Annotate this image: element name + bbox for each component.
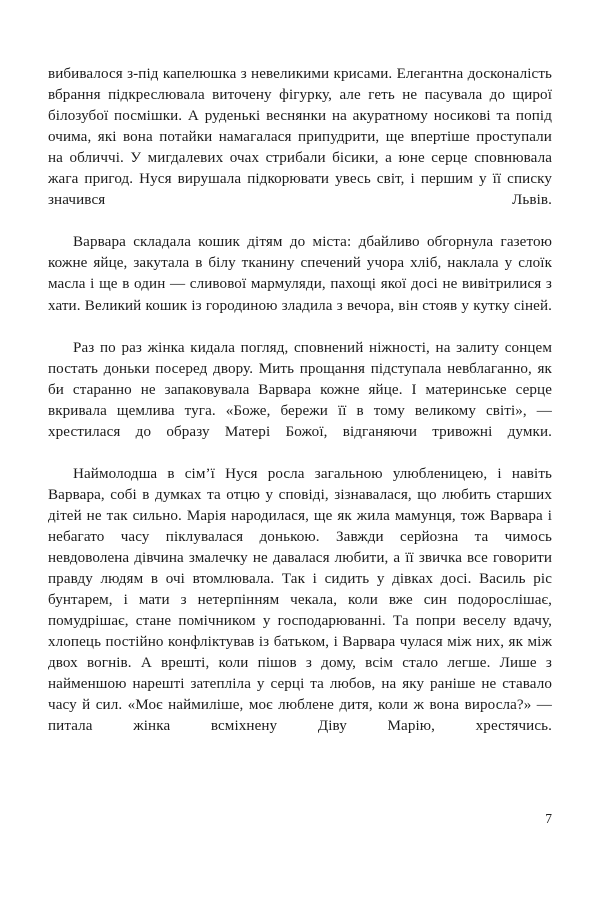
- paragraph-glances: Раз по раз жінка кидала погляд, сповнений ніжності, на залиту сонцем постать доньки посеред двору. Мить прощання підступала невблаганно, як би старанно не запаковувала Варвара кожне яйце. І материнське серце вкривала щемлива туга. «Боже, бережи її в тому великому світі», — хрестилася до образу Матері Божої, відганяючи тривожні думки.: [48, 339, 552, 440]
- page-number: 7: [545, 811, 552, 826]
- paragraph-varvara-basket: Варвара складала кошик дітям до міста: дбайливо обгорнула газетою кожне яйце, закутала в білу тканину спечений учора хліб, наклала у слоїк масла і ще в один — сливової мармуляди, пахощі якої досі не вивітрилися з хати. Великий кошик із городиною зладила з вечора, він стояв у кутку сіней.: [48, 234, 552, 314]
- paragraph-youngest: Наймолодша в сім’ї Нуся росла загальною улюбленицею, і навіть Варвара, собі в думках та отцю у сповіді, зізнавалася, що любить старших дітей не так сильно. Марія народилася, ще як жила мамунця, тож Варвара і небагато часу піклувалася донькою. Завжди серйозна та чимось невдоволена дівчина змалечку не давалася любити, а її звичка все говорити правду людям в очі втомлювала. Так і сидить у дівках досі. Василь ріс бунтарем, і мати з нетерпінням чекала, коли вже син подорослішає, помудрішає, стане помічником у господарюванні. Та попри веселу вдачу, хлопець постійно конфліктував із батьком, і Варвара чулася між них, як між двох вогнів. А врешті, коли пішов з дому, всім стало легше. Лише з найменшою нарешті затепліла у серці та любов, на яку раніше не ставало часу й сил. «Моє наймиліше, моє люблене дитя, коли ж вона виросла?» — питала жінка всміхнену Діву Марію, хрестячись.: [48, 465, 552, 735]
- page-text-block: [48, 64, 552, 759]
- paragraph-continued: вибивалося з-під капелюшка з невеликими крисами. Елегантна досконалість вбрання підкреслювала виточену фігурку, але геть не пасувала до щирої білозубої посмішки. А руденькі веснянки на акуратному носикові та попід очима, які вона потайки намагалася припудрити, ще впертіше проступали на обличчі. У мигдалевих очах стрибали бісики, а юне серце сповнювала жага пригод. Нуся вирушала підкорювати увесь світ, і першим у її списку значився Львів.: [48, 66, 552, 209]
